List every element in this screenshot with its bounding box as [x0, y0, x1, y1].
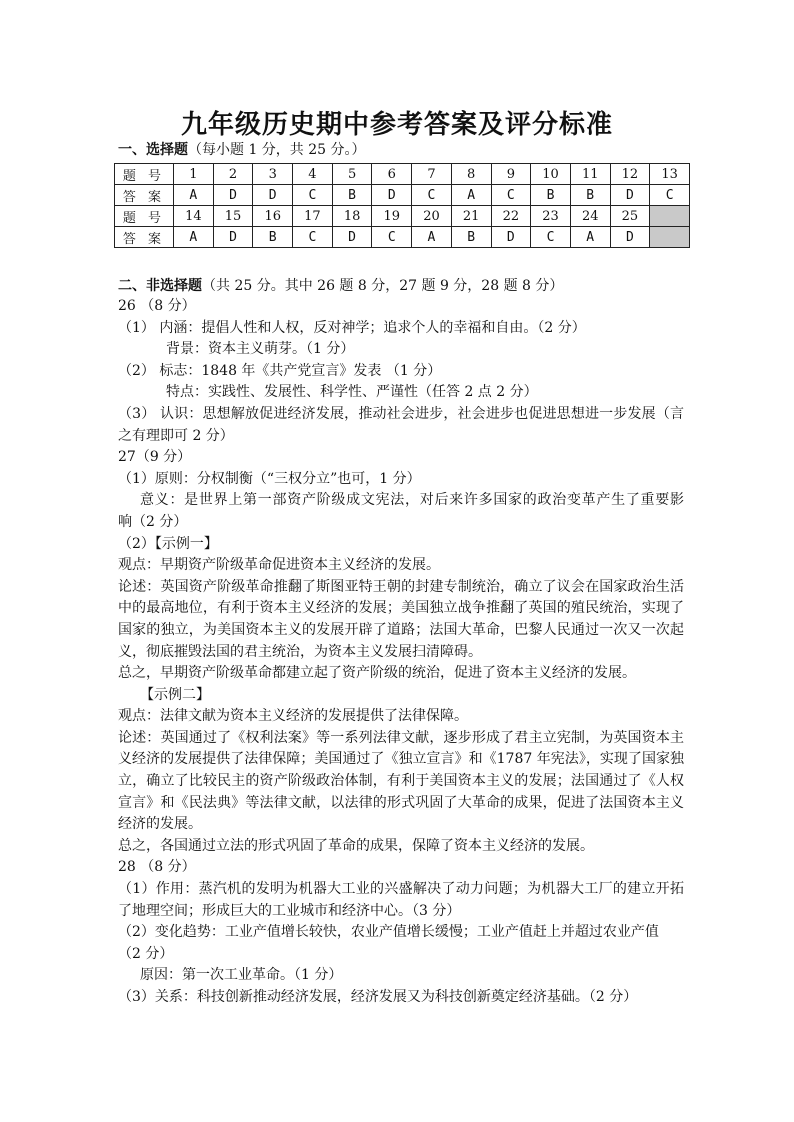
answer-cell	[650, 227, 690, 248]
question-number-cell: 9	[491, 164, 531, 185]
question-number-cell: 3	[253, 164, 293, 185]
question-number-cell: 25	[610, 206, 650, 227]
q27-example1-argument: 国家的独立，为美国资本主义的发展开辟了道路；法国大革命，巴黎人民通过一次又一次起	[118, 621, 684, 638]
q28-part1-role: （1）作用：蒸汽机的发明为机器大工业的兴盛解决了动力问题；为机器大工厂的建立开拓	[118, 881, 684, 898]
question-label-cell: 题 号	[115, 206, 174, 227]
question-number-cell: 21	[451, 206, 491, 227]
answer-cell: C	[650, 185, 690, 206]
question-number-cell: 17	[293, 206, 333, 227]
q28-part1-role: 了地理空间；形成巨大的工业城市和经济中心。（3 分）	[118, 902, 461, 919]
answer-cell: A	[174, 227, 214, 248]
q26-part3-line: （3） 认识：思想解放促进经济发展，推动社会进步，社会进步也促进思想进一步发展（言	[118, 405, 684, 422]
answer-cell: B	[332, 185, 372, 206]
question-number-cell: 24	[570, 206, 610, 227]
q27-example1-argument: 义，彻底摧毁法国的君主统治，为资本主义发展扫清障碍。	[118, 643, 482, 660]
answer-cell: D	[213, 227, 253, 248]
answer-cell: C	[293, 227, 333, 248]
q27-example1-heading: （2）【示例一】	[118, 535, 218, 552]
section-2-heading-line	[118, 275, 563, 295]
question-number-cell: 8	[451, 164, 491, 185]
question-number-cell: 18	[332, 206, 372, 227]
section-2-note: （共 25 分。其中 26 题 8 分，27 题 9 分，28 题 8 分）	[202, 278, 564, 294]
q27-example1-viewpoint: 观点：早期资产阶级革命促进资本主义经济的发展。	[118, 557, 440, 574]
answer-cell: C	[372, 227, 412, 248]
section-2-heading: 二、非选择题	[118, 278, 202, 294]
answer-cell: A	[174, 185, 214, 206]
question-number-cell: 6	[372, 164, 412, 185]
q28-part3-relation: （3）关系：科技创新推动经济发展，经济发展又为科技创新奠定经济基础。（2 分）	[118, 989, 638, 1005]
answer-cell: B	[531, 185, 571, 206]
answer-cell: B	[570, 185, 610, 206]
answer-cell: A	[570, 227, 610, 248]
q26-part1-meaning: （1） 内涵：提倡人性和人权，反对神学；追求个人的幸福和自由。（2 分）	[118, 319, 586, 336]
question-number-cell: 2	[213, 164, 253, 185]
q27-example2-argument: 义经济的发展提供了法律保障；美国通过了《独立宣言》和《1787 年宪法》，实现了国家独	[118, 751, 684, 768]
answer-cell: B	[451, 227, 491, 248]
question-number-row	[115, 164, 690, 185]
q28-part2-trend: （2 分）	[118, 945, 174, 962]
question-number-cell: 5	[332, 164, 372, 185]
q27-example2-viewpoint: 观点：法律文献为资本主义经济的发展提供了法律保障。	[118, 708, 468, 725]
q26-part1-background: 背景：资本主义萌芽。（1 分）	[166, 341, 355, 358]
question-number-cell: 11	[570, 164, 610, 185]
answer-cell: C	[412, 185, 452, 206]
q28-part2-reason: 原因：第一次工业革命。（1 分）	[140, 967, 343, 984]
answer-cell: C	[491, 185, 531, 206]
question-label-cell: 题 号	[115, 164, 174, 185]
q27-example2-argument: 宣言》和《民法典》等法律文献，以法律的形式巩固了大革命的成果，促进了法国资本主义	[118, 794, 684, 811]
question-number-cell: 23	[531, 206, 571, 227]
answer-cell: D	[610, 227, 650, 248]
section-1-note: （每小题 1 分，共 25 分。）	[188, 142, 366, 158]
q27-example1-argument: 论述：英国资产阶级革命推翻了斯图亚特王朝的封建专制统治，确立了议会在国家政治生活	[118, 578, 684, 595]
question-number-cell: 16	[253, 206, 293, 227]
q27-part1-principle: （1）原则：分权制衡（“三权分立”也可，1 分）	[118, 470, 421, 487]
question-number-cell: 7	[412, 164, 452, 185]
question-number-cell: 12	[610, 164, 650, 185]
answer-cell: D	[253, 185, 293, 206]
section-1-heading: 一、选择题	[118, 142, 188, 158]
answer-cell: A	[412, 227, 452, 248]
question-number-cell: 22	[491, 206, 531, 227]
q27-example2-argument: 论述：英国通过了《权利法案》等一系列法律文献，逐步形成了君主立宪制，为英国资本主	[118, 729, 684, 746]
question-number-cell: 1	[174, 164, 214, 185]
answer-cell: D	[610, 185, 650, 206]
q28-part2-trend: （2）变化趋势：工业产值增长较快，农业产值增长缓慢；工业产值赶上并超过农业产值	[118, 924, 659, 941]
answer-cell: D	[372, 185, 412, 206]
answer-table	[114, 163, 690, 248]
answer-label-cell: 答 案	[115, 227, 174, 248]
q27-example2-argument: 经济的发展。	[118, 816, 202, 833]
answer-row	[115, 227, 690, 248]
q27-part1-significance: 意义：是世界上第一部资产阶级成文宪法，对后来许多国家的政治变革产生了重要影	[140, 492, 684, 509]
page-title: 九年级历史期中参考答案及评分标准	[180, 110, 613, 140]
question-number-cell	[650, 206, 690, 227]
answer-cell: B	[253, 227, 293, 248]
q27-part1-significance: 响（2 分）	[118, 513, 188, 530]
q27-example1-argument: 中的最高地位，有利于资本主义经济的发展；美国独立战争推翻了英国的殖民统治，实现了	[118, 600, 684, 617]
question-number-cell: 15	[213, 206, 253, 227]
question-number-cell: 14	[174, 206, 214, 227]
q26-part3-line: 之有理即可 2 分）	[118, 427, 234, 444]
q28-heading: 28 （8 分）	[118, 859, 196, 876]
answer-cell: D	[491, 227, 531, 248]
q26-heading: 26 （8 分）	[118, 298, 196, 314]
answer-cell: C	[293, 185, 333, 206]
q27-example2-argument: 立，确立了比较民主的资产阶级政治体制，有利于美国资本主义的发展；法国通过了《人权	[118, 773, 684, 790]
question-number-cell: 19	[372, 206, 412, 227]
question-number-row	[115, 206, 690, 227]
q26-part2-features: 特点：实践性、发展性、科学性、严谨性（任答 2 点 2 分）	[166, 384, 538, 401]
answer-body	[118, 296, 684, 1009]
question-number-cell: 13	[650, 164, 690, 185]
question-number-cell: 10	[531, 164, 571, 185]
q27-heading: 27（9 分）	[118, 449, 192, 466]
answer-cell: A	[451, 185, 491, 206]
q27-example1-summary: 总之，早期资产阶级革命都建立起了资产阶级的统治，促进了资本主义经济的发展。	[118, 665, 636, 682]
question-number-cell: 20	[412, 206, 452, 227]
section-1-heading-line	[118, 139, 366, 159]
answer-cell: D	[213, 185, 253, 206]
answer-cell: D	[332, 227, 372, 248]
q27-example2-heading: 【示例二】	[140, 686, 210, 703]
answer-cell: C	[531, 227, 571, 248]
answer-label-cell: 答 案	[115, 185, 174, 206]
q26-part2-marker: （2） 标志：1848 年《共产党宣言》发表 （1 分）	[118, 362, 442, 379]
question-number-cell: 4	[293, 164, 333, 185]
q27-example2-summary: 总之，各国通过立法的形式巩固了革命的成果，保障了资本主义经济的发展。	[118, 837, 594, 854]
answer-row	[115, 185, 690, 206]
